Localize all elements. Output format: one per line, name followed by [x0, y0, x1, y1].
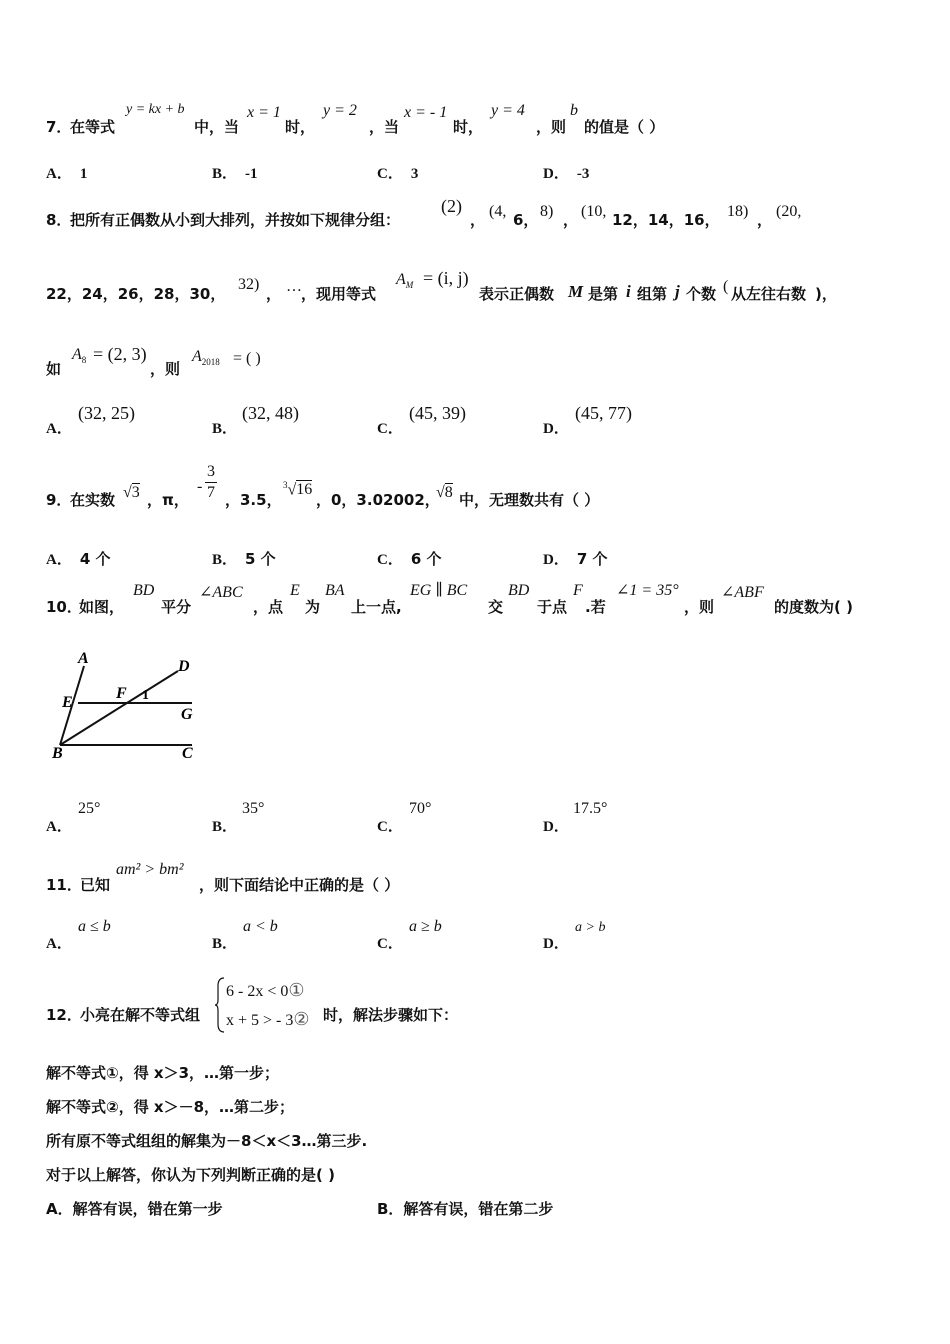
q10-option-b-label[interactable]: B．	[212, 819, 238, 835]
q10-text-6: 交	[488, 598, 504, 616]
label-b: B	[52, 745, 63, 762]
q8-option-a-label[interactable]: A．	[46, 421, 72, 437]
q7-text-7: 的值是（ ）	[584, 118, 665, 136]
q7-text-3: 时，	[285, 118, 316, 136]
q9-cbrt-16: $^3$√16	[283, 480, 313, 499]
q11-text-2: ，则下面结论中正确的是（ ）	[199, 876, 400, 894]
q11-text-1: 已知	[80, 876, 111, 894]
q8-text-3: 表示正偶数	[479, 285, 555, 303]
q12-inequality-2: x + 5 > - 3②	[226, 1009, 310, 1029]
q9-text-4: ，0，3.02002，	[316, 491, 440, 509]
q7-option-b[interactable]: B． -1	[212, 166, 258, 182]
q7-text-4: ，当	[369, 118, 400, 136]
q7-cond-2: y = 2	[323, 102, 357, 119]
q12-option-a[interactable]: A．解答有误，错在第一步	[46, 1200, 223, 1218]
q7-text-6: ，则	[536, 118, 567, 136]
q10-text-3: ，点	[253, 598, 284, 616]
q12-number: 12．	[46, 1006, 82, 1024]
q10-option-a-value[interactable]: 25°	[78, 800, 101, 817]
q8-option-a-value[interactable]: (32, 25)	[78, 403, 135, 423]
q8-option-b-label[interactable]: B．	[212, 421, 238, 437]
q8-var-j: j	[675, 282, 680, 301]
q10-geometry-figure	[40, 645, 210, 770]
q12-step-2: 解不等式②，得 x＞－8，…第二步；	[46, 1098, 295, 1116]
q10-text-1: 如图，	[79, 598, 125, 616]
q7-cond-4: y = 4	[491, 102, 525, 119]
q10-number: 10．	[46, 598, 82, 616]
q8-var-i: i	[626, 282, 631, 301]
q11-number: 11．	[46, 876, 82, 894]
q7-cond-1: x = 1	[247, 104, 281, 121]
q8-a2018-eq: = ( )	[233, 350, 261, 367]
q10-option-a-label[interactable]: A．	[46, 819, 72, 835]
q8-sep-1: ，	[470, 211, 486, 229]
q7-option-a[interactable]: A． 1	[46, 166, 88, 182]
q10-text-4: 为	[305, 598, 321, 616]
q7-number: 7．	[46, 118, 72, 136]
q10-eg-parallel-bc: EG ∥ BC	[410, 582, 468, 599]
q12-question: 对于以上解答，你认为下列判断正确的是( )	[46, 1166, 335, 1184]
q10-angle-abf: ∠ABF	[721, 584, 764, 601]
q8-number: 8．	[46, 211, 72, 229]
q8-group-4b: 22，24，26，28，30，	[46, 285, 226, 303]
label-1: 1	[142, 688, 149, 703]
q9-text-3: ，3.5，	[225, 491, 282, 509]
q9-text-5: 中，无理数共有（ ）	[459, 491, 600, 509]
q8-option-b-value[interactable]: (32, 48)	[242, 403, 299, 423]
q7-equation: y = kx + b	[126, 102, 185, 117]
q10-option-b-value[interactable]: 35°	[242, 800, 265, 817]
q10-text-2: 平分	[161, 598, 192, 616]
q8-var-m: M	[568, 282, 584, 301]
q7-text-1: 在等式	[70, 118, 116, 136]
q9-sqrt-3: √3	[123, 484, 140, 501]
q8-group-2c: 8)	[540, 203, 554, 220]
q9-fraction: $\frac{3}{7}$	[207, 463, 215, 501]
q8-paren-open: (	[723, 278, 729, 295]
q10-angle-1: ∠1 = 35°	[616, 582, 679, 599]
q8-text-1: 把所有正偶数从小到大排列，并按如下规律分组：	[70, 211, 401, 229]
q10-text-8: .若	[585, 598, 606, 616]
q8-group-2b: 6，	[513, 211, 539, 229]
q8-option-d-label[interactable]: D．	[543, 421, 569, 437]
q10-text-5: 上一点,	[351, 598, 402, 616]
q8-am: $A_M$	[396, 271, 414, 291]
q8-text-8: 从左往右数	[731, 285, 807, 303]
label-a: A	[78, 650, 89, 667]
q10-angle-abc: ∠ABC	[199, 584, 243, 601]
q8-a8: $A_8$	[72, 346, 87, 366]
q8-ellipsis: …	[286, 278, 302, 295]
q8-group-4c: 32)	[238, 276, 260, 293]
q10-option-c-label[interactable]: C．	[377, 819, 403, 835]
q8-option-c-label[interactable]: C．	[377, 421, 403, 437]
q11-option-a-label[interactable]: A．	[46, 936, 72, 952]
q11-option-d-value[interactable]: a > b	[575, 920, 606, 935]
q8-option-d-value[interactable]: (45, 77)	[575, 403, 632, 423]
q7-option-c[interactable]: C． 3	[377, 166, 419, 182]
q9-text-1: 在实数	[70, 491, 116, 509]
q11-option-b-value[interactable]: a < b	[243, 918, 278, 935]
q9-text-2: ，π，	[147, 491, 189, 509]
q9-option-c[interactable]: C． 6 个	[377, 550, 442, 568]
q10-e: E	[290, 582, 300, 599]
q7-option-d[interactable]: D． -3	[543, 166, 590, 182]
q8-option-c-value[interactable]: (45, 39)	[409, 403, 466, 423]
q7-text-2: 中，当	[194, 118, 240, 136]
q8-text-4: 是第	[588, 285, 619, 303]
q9-option-a[interactable]: A． 4 个	[46, 550, 111, 568]
q9-neg: -	[197, 478, 203, 495]
q8-sep-3: ，	[757, 211, 773, 229]
q8-group-4a: (20,	[776, 203, 802, 220]
q9-option-d[interactable]: D． 7 个	[543, 550, 608, 568]
q8-sep-4: ，	[266, 285, 282, 303]
q8-a8-eq: = (2, 3)	[93, 344, 147, 364]
q12-option-b[interactable]: B．解答有误，错在第二步	[377, 1200, 554, 1218]
q10-text-10: 的度数为( )	[774, 598, 853, 616]
q7-text-5: 时，	[453, 118, 484, 136]
label-c: C	[182, 745, 193, 762]
q10-option-c-value[interactable]: 70°	[409, 800, 432, 817]
q9-sqrt-8: √8	[436, 484, 453, 501]
label-g: G	[181, 706, 193, 723]
q8-am-eq: = (i, j)	[423, 268, 469, 288]
q8-text-9: )，	[815, 285, 837, 303]
q10-ba: BA	[325, 582, 345, 599]
q7-cond-3: x = - 1	[404, 104, 448, 121]
q10-text-7: 于点	[537, 598, 568, 616]
q11-inequality: am² > bm²	[116, 861, 184, 878]
q12-brace	[214, 976, 226, 1034]
q12-step-1: 解不等式①，得 x＞3，…第一步；	[46, 1064, 280, 1082]
q12-inequality-1: 6 - 2x < 0①	[226, 980, 305, 1000]
q10-bd: BD	[133, 582, 155, 599]
q10-option-d-value[interactable]: 17.5°	[573, 800, 608, 817]
q11-option-a-value[interactable]: a ≤ b	[78, 918, 111, 935]
label-e: E	[62, 694, 73, 711]
q9-number: 9．	[46, 491, 72, 509]
q11-option-b-label[interactable]: B．	[212, 936, 238, 952]
q11-option-c-label[interactable]: C．	[377, 936, 403, 952]
q12-text-1: 小亮在解不等式组	[80, 1006, 201, 1024]
q12-text-2: 时，解法步骤如下：	[323, 1006, 459, 1024]
q9-option-b[interactable]: B． 5 个	[212, 550, 276, 568]
line-bd	[60, 671, 178, 745]
q11-option-d-label[interactable]: D．	[543, 936, 569, 952]
q8-group-1: (2)	[441, 196, 462, 216]
q8-text-2: ，现用等式	[301, 285, 377, 303]
q12-step-3: 所有原不等式组组的解集为－8＜x＜3…第三步.	[46, 1132, 368, 1150]
q8-group-3b: 12，14，16，	[612, 211, 720, 229]
q8-text-6: 个数	[686, 285, 717, 303]
q8-a2018: $A_{2018}$	[192, 348, 220, 368]
q8-group-2a: (4,	[489, 203, 507, 220]
q8-text-10: 如	[46, 360, 62, 378]
label-f: F	[116, 685, 127, 702]
q8-text-11: ，则	[150, 360, 181, 378]
label-d: D	[178, 658, 190, 675]
q11-option-c-value[interactable]: a ≥ b	[409, 918, 442, 935]
q10-text-9: ，则	[684, 598, 715, 616]
q10-option-d-label[interactable]: D．	[543, 819, 569, 835]
q8-text-5: 组第	[637, 285, 668, 303]
q10-f: F	[573, 582, 583, 599]
q10-bd-2: BD	[508, 582, 530, 599]
q8-sep-2: ，	[563, 211, 579, 229]
q7-var-b: b	[570, 102, 578, 119]
q8-group-3c: 18)	[727, 203, 749, 220]
q8-group-3a: (10,	[581, 203, 607, 220]
